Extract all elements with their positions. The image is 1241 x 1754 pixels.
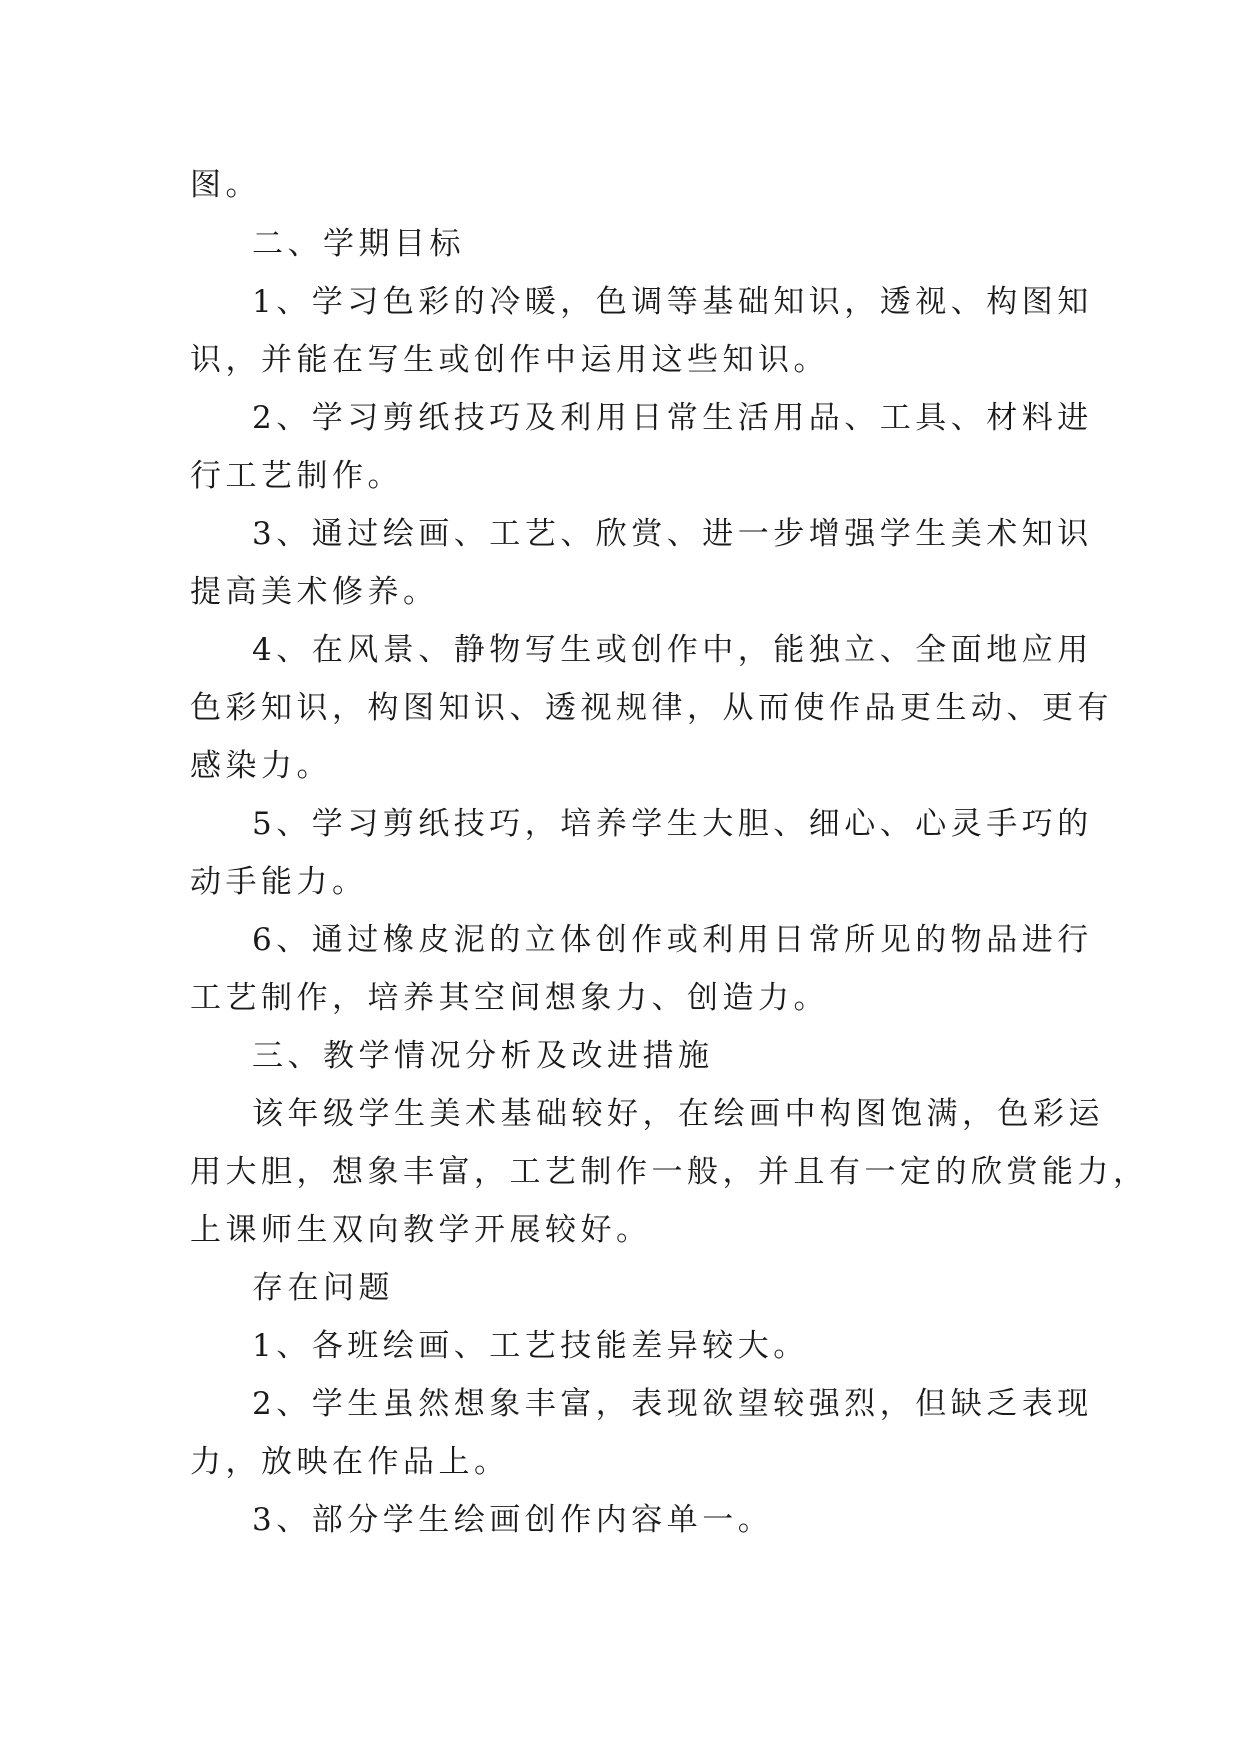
paragraph-line: 1、学习色彩的冷暖，色调等基础知识，透视、构图知 — [252, 284, 1093, 320]
paragraph-line: 行工艺制作。 — [190, 458, 403, 494]
paragraph-line: 3、部分学生绘画创作内容单一。 — [252, 1502, 774, 1538]
paragraph-line: 力，放映在作品上。 — [190, 1444, 510, 1480]
paragraph-line: 上课师生双向教学开展较好。 — [190, 1212, 652, 1248]
paragraph-line: 该年级学生美术基础较好，在绘画中构图饱满，色彩运 — [252, 1096, 1104, 1132]
paragraph-line: 6、通过橡皮泥的立体创作或利用日常所见的物品进行 — [252, 922, 1093, 958]
paragraph-line: 2、学生虽然想象丰富，表现欲望较强烈，但缺乏表现 — [252, 1386, 1093, 1422]
subheading-problems: 存在问题 — [252, 1270, 394, 1306]
paragraph-line: 工艺制作，培养其空间想象力、创造力。 — [190, 980, 829, 1016]
paragraph-line: 提高美术修养。 — [190, 574, 439, 610]
paragraph-line: 5、学习剪纸技巧，培养学生大胆、细心、心灵手巧的 — [252, 806, 1093, 842]
paragraph-line: 动手能力。 — [190, 864, 368, 900]
paragraph-line: 1、各班绘画、工艺技能差异较大。 — [252, 1328, 809, 1364]
section-heading-goals: 二、学期目标 — [252, 226, 465, 262]
paragraph-line: 3、通过绘画、工艺、欣赏、进一步增强学生美术知识 — [252, 516, 1093, 552]
paragraph-line: 识，并能在写生或创作中运用这些知识。 — [190, 342, 829, 378]
paragraph-line: 图。 — [190, 167, 261, 203]
paragraph-line: 感染力。 — [190, 748, 332, 784]
paragraph-line: 色彩知识，构图知识、透视规律，从而使作品更生动、更有 — [190, 690, 1113, 726]
paragraph-line: 用大胆，想象丰富，工艺制作一般，并且有一定的欣赏能力， — [190, 1154, 1149, 1190]
paragraph-line: 4、在风景、静物写生或创作中，能独立、全面地应用 — [252, 632, 1093, 668]
paragraph-line: 2、学习剪纸技巧及利用日常生活用品、工具、材料进 — [252, 400, 1093, 436]
section-heading-analysis: 三、教学情况分析及改进措施 — [252, 1038, 714, 1074]
